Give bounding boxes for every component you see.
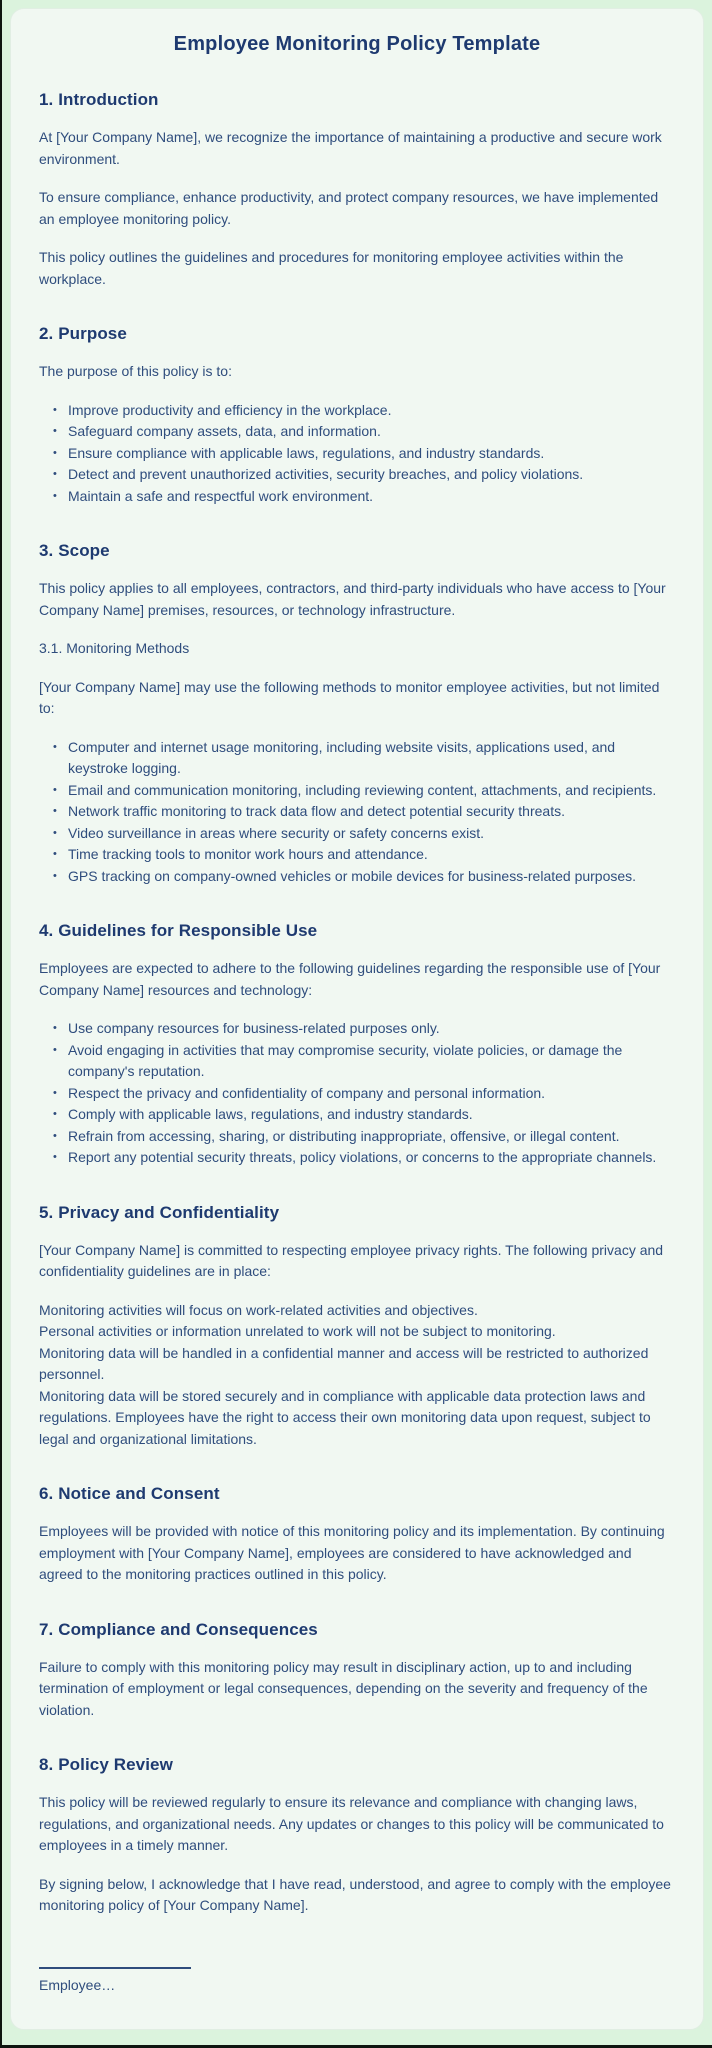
signature-label: Employee… bbox=[39, 1976, 116, 1993]
bullet-item: • Safeguard company assets, data, and information. bbox=[53, 421, 675, 443]
bullet-item: • Improve productivity and efficiency in the workplace. bbox=[53, 400, 675, 422]
paragraph: This policy applies to all employees, contractors, and third-party individuals who have access to [Your Company Name] premises, resources, or technology infrastructure. bbox=[39, 580, 666, 618]
section-notice-consent bbox=[39, 1484, 675, 1586]
section-scope bbox=[39, 541, 675, 887]
bullet-item: • GPS tracking on company-owned vehicles or mobile devices for business-related purposes. bbox=[53, 866, 675, 888]
guideline-line: Personal activities or information unrelated to work will not be subject to monitoring. bbox=[39, 1323, 556, 1339]
document-title: Employee Monitoring Policy Template bbox=[173, 33, 541, 55]
section-heading: 8. Policy Review bbox=[39, 1755, 173, 1774]
bullet-item: • Avoid engaging in activities that may compromise security, violate policies, or damage the company's reputation. bbox=[53, 1040, 675, 1083]
section-purpose bbox=[39, 324, 675, 507]
bullet-item: • Refrain from accessing, sharing, or distributing inappropriate, offensive, or illegal content. bbox=[53, 1126, 675, 1148]
guideline-line: Monitoring activities will focus on work-related activities and objectives. bbox=[39, 1301, 478, 1318]
section-introduction bbox=[39, 90, 675, 290]
paragraph: Employees are expected to adhere to the following guidelines regarding the responsible use of [Your Company Name] resources and technology: bbox=[39, 960, 661, 998]
bullet-item: • Email and communication monitoring, including reviewing content, attachments, and recipients. bbox=[53, 780, 675, 802]
bullet-list bbox=[39, 400, 675, 508]
guideline-line: Monitoring data will be handled in a confidential manner and access will be restricted to authorized personnel. bbox=[39, 1344, 649, 1382]
bullet-list bbox=[39, 737, 675, 888]
paragraph: [Your Company Name] may use the following methods to monitor employee activities, but not limited to: bbox=[39, 678, 660, 716]
paragraph: To ensure compliance, enhance productivity, and protect company resources, we have implemented an employee monitoring policy. bbox=[39, 189, 659, 227]
section-heading: 1. Introduction bbox=[39, 90, 159, 109]
section-heading: 3. Scope bbox=[39, 541, 110, 560]
paragraph: [Your Company Name] is committed to respecting employee privacy rights. The following privacy and confidentiality guidelines are in place: bbox=[39, 1241, 664, 1279]
bullet-item: • Network traffic monitoring to track data flow and detect potential security threats. bbox=[53, 801, 675, 823]
bullet-item: • Computer and internet usage monitoring, including website visits, applications used, and keystroke logging. bbox=[53, 737, 675, 780]
bullet-item: • Ensure compliance with applicable laws, regulations, and industry standards. bbox=[53, 443, 675, 465]
paragraph: This policy will be reviewed regularly to ensure its relevance and compliance with changing laws, regulations, and organizational needs. Any updates or changes to this policy will be communicated to employees in a timely manner. bbox=[39, 1794, 664, 1853]
section-privacy bbox=[39, 1203, 675, 1451]
bullet-item: • Report any potential security threats, policy violations, or concerns to the appropriate channels. bbox=[53, 1147, 675, 1169]
section-heading: 2. Purpose bbox=[39, 324, 127, 343]
page-background bbox=[2, 0, 712, 2045]
section-heading: 4. Guidelines for Responsible Use bbox=[39, 921, 318, 940]
bullet-item: • Maintain a safe and respectful work environment. bbox=[53, 486, 675, 508]
signature-block bbox=[39, 1967, 675, 1997]
privacy-guidelines-block bbox=[39, 1300, 675, 1451]
signature-line bbox=[39, 1967, 191, 1969]
paragraph: The purpose of this policy is to: bbox=[39, 363, 232, 379]
bullet-list bbox=[39, 1018, 675, 1169]
section-policy-review bbox=[39, 1755, 675, 1917]
section-heading: 5. Privacy and Confidentiality bbox=[39, 1202, 280, 1222]
bullet-item: • Use company resources for business-related purposes only. bbox=[53, 1018, 675, 1040]
section-guidelines bbox=[39, 921, 675, 1169]
bullet-item: • Comply with applicable laws, regulations, and industry standards. bbox=[53, 1104, 675, 1126]
paragraph: By signing below, I acknowledge that I have read, understood, and agree to comply with the employee monitoring policy of [Your Company Name]. bbox=[39, 1875, 671, 1913]
section-heading: 6. Notice and Consent bbox=[39, 1484, 220, 1503]
policy-document-card bbox=[10, 8, 704, 2030]
paragraph: At [Your Company Name], we recognize the importance of maintaining a productive and secure work environment. bbox=[39, 129, 662, 167]
section-heading: 7. Compliance and Consequences bbox=[39, 1619, 318, 1639]
section-compliance bbox=[39, 1620, 675, 1722]
paragraph: Employees will be provided with notice of this monitoring policy and its implementation. By continuing employment with [Your Company Name], employees are considered to have acknowledged and agreed to the monitoring practices outlined in this policy. bbox=[39, 1523, 665, 1582]
bullet-item: • Video surveillance in areas where security or safety concerns exist. bbox=[53, 823, 675, 845]
bullet-item: • Respect the privacy and confidentiality of company and personal information. bbox=[53, 1083, 675, 1105]
paragraph: This policy outlines the guidelines and procedures for monitoring employee activities within the workplace. bbox=[39, 249, 624, 287]
bullet-item: • Detect and prevent unauthorized activities, security breaches, and policy violations. bbox=[53, 464, 675, 486]
guideline-line: Monitoring data will be stored securely and in compliance with applicable data protection laws and regulations. Employees have the right to access their own monitoring data upon request, subject to legal and organizational limitations. bbox=[39, 1387, 651, 1447]
bullet-item: • Time tracking tools to monitor work hours and attendance. bbox=[53, 844, 675, 866]
subsection-heading: 3.1. Monitoring Methods bbox=[39, 640, 190, 656]
paragraph: Failure to comply with this monitoring policy may result in disciplinary action, up to and including termination of employment or legal consequences, depending on the severity and frequency of the violation. bbox=[39, 1658, 648, 1718]
